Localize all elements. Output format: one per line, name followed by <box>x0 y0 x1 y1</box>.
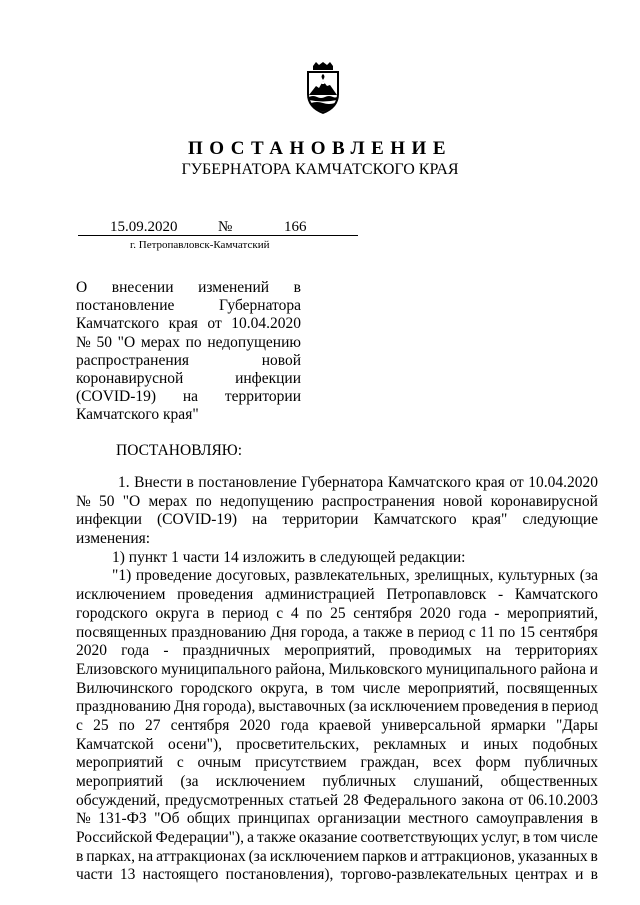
text-line: 1) пункт 1 части 14 изложить в следующей редакции: <box>112 548 466 566</box>
number-sign: № <box>218 219 233 235</box>
text-line: Камчатского края от 10.04.2020 <box>76 315 301 333</box>
text-line: коронавирусной инфекции <box>76 369 301 387</box>
document-date: 15.09.2020 <box>110 219 178 235</box>
text-line: мероприятий с очным присутствием граждан, всех форм публичных <box>76 754 598 772</box>
text-line: (COVID-19) на территории <box>76 388 301 406</box>
text-line: № 131-ФЗ "Об общих принципах организации местного самоуправления в <box>76 810 598 828</box>
text-line: Камчатской осени"), просветительских, рекламных и иных подобных <box>76 735 598 753</box>
text-line: О внесении изменений в <box>76 279 301 296</box>
text-line: в парках, на аттракционах (за исключением парков и аттракционов, указанных в <box>76 847 598 865</box>
text-line: "1) проведение досуговых, развлекательных, зрелищных, культурных (за <box>112 567 598 585</box>
text-line: части 13 настоящего постановления), торгово-развлекательных центрах и в <box>76 866 598 884</box>
text-line: 1. Внести в постановление Губернатора Камчатского края от 10.04.2020 <box>118 474 598 491</box>
text-line: с 25 по 27 сентября 2020 года краевой универсальной ярмарки "Дары <box>76 716 598 734</box>
text-line: 2020 года - праздничных мероприятий, проводимых на территориях <box>76 642 598 660</box>
text-line: празднованию Дня города), выставочных (за исключением проведения в период <box>76 698 598 716</box>
text-line: Елизовского муниципального района, Мильковского муниципального района и <box>76 660 598 678</box>
text-line: Российской Федерации"), а также оказание соответствующих услуг, в том числе <box>76 829 598 847</box>
text-line: распространения новой <box>76 351 301 369</box>
document-number: 166 <box>284 219 307 235</box>
text-line: мероприятий (за исключением публичных слушаний, общественных <box>76 773 598 790</box>
text-line: № 50 "О мерах по недопущению распространения новой коронавирусной <box>76 492 598 510</box>
text-line: исключением проведения администрацией Петропавловск - Камчатского <box>76 586 598 604</box>
document-city: г. Петропавловск-Камчатский <box>130 239 270 251</box>
document-subject <box>76 279 301 425</box>
document-body <box>76 474 598 885</box>
text-line: Камчатского края" <box>76 406 199 424</box>
coat-of-arms-emblem <box>303 62 343 115</box>
text-line: Вилючинского городского округа, в том числе мероприятий, посвященных <box>76 679 598 697</box>
date-number-underline <box>78 235 358 236</box>
document-subtitle: ГУБЕРНАТОРА КАМЧАТСКОГО КРАЯ <box>181 161 459 178</box>
text-line: № 50 "О мерах по недопущению <box>76 333 301 351</box>
text-line: изменения: <box>76 530 151 548</box>
text-line: обсуждений, предусмотренных статьей 28 Федерального закона от 06.10.2003 <box>76 791 598 809</box>
document-title: ПОСТАНОВЛЕНИЕ <box>187 138 453 159</box>
text-line: инфекции (COVID-19) на территории Камчатского края" следующие <box>76 511 598 529</box>
text-line: постановление Губернатора <box>76 297 301 315</box>
text-line: посвященных празднованию Дня города, а также в период с 11 по 15 сентября <box>76 623 598 641</box>
text-line: городского округа в период с 4 по 25 сентября 2020 года - мероприятий, <box>76 604 598 622</box>
decree-word: ПОСТАНОВЛЯЮ: <box>116 442 243 459</box>
